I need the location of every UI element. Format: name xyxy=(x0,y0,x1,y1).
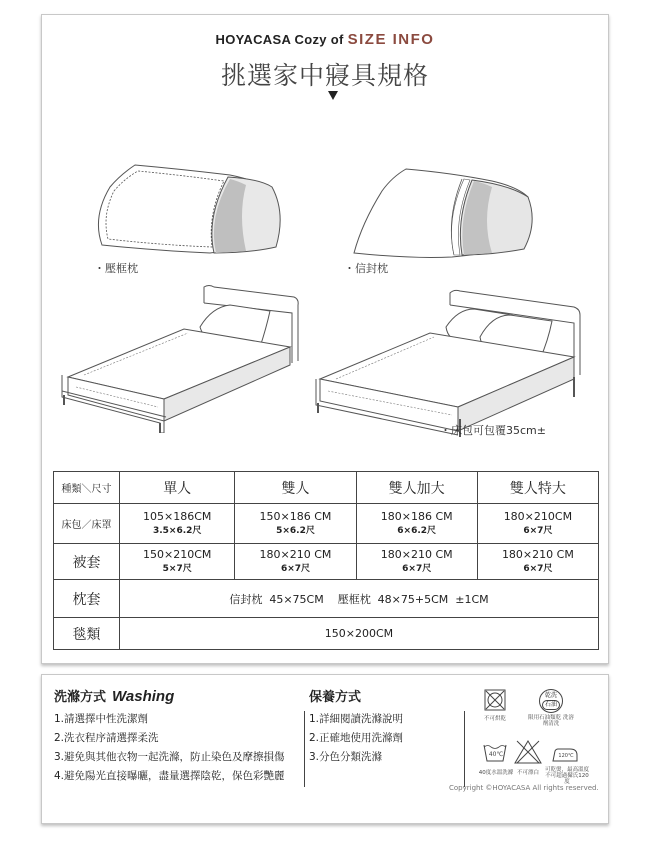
size-table xyxy=(53,471,599,650)
brand-name: HOYACASA Cozy of xyxy=(215,32,344,47)
fitted-sheet-caption: ・床包可包覆35cm± xyxy=(440,424,546,437)
list-item: 1.請選擇中性洗潔劑 xyxy=(54,713,149,725)
cell-size: 180×186 CM xyxy=(380,510,453,523)
brand-title xyxy=(42,31,608,48)
table-cell xyxy=(235,544,356,580)
row-label-pillowcase: 枕套 xyxy=(54,580,120,618)
envelope-pillow-illustration xyxy=(342,163,542,263)
table-cell xyxy=(120,544,235,580)
cell-size: 180×210 CM xyxy=(380,548,453,561)
cell-size-chi: 3.5×6.2尺 xyxy=(152,526,202,536)
cell-size-chi: 5×7尺 xyxy=(162,564,192,574)
no-tumble-dry-icon xyxy=(484,689,506,711)
dry-clean-sub: 石油 xyxy=(542,700,560,710)
washing-title-cn: 洗滌方式 xyxy=(54,690,107,705)
table-cell xyxy=(235,504,356,544)
cell-size: 180×210 CM xyxy=(259,548,332,561)
list-item: 1.詳細閱讀洗滌說明 xyxy=(309,713,404,725)
table-cell xyxy=(356,544,477,580)
cell-size-chi: 6×7尺 xyxy=(523,526,553,536)
table-row xyxy=(54,580,599,618)
no-bleach-caption: 不可漂白 xyxy=(516,770,539,776)
table-row xyxy=(54,618,599,650)
cell-size-chi: 5×6.2尺 xyxy=(276,526,315,536)
list-item: 3.分色分類洗滌 xyxy=(309,751,383,763)
row-label-fitted-sheet: 床包／床罩 xyxy=(54,504,120,544)
table-cell xyxy=(120,504,235,544)
single-bed-illustration xyxy=(54,283,314,433)
cell-size: 150×186 CM xyxy=(259,510,332,523)
washing-title xyxy=(54,686,174,705)
cell-size: 180×210 CM xyxy=(501,548,574,561)
iron-caption: 可乾燙，最高溫度 不可超過攝氏120度 xyxy=(544,767,589,785)
table-header-row xyxy=(54,472,599,504)
care-panel xyxy=(41,674,609,824)
envelope-pillow-caption: ・信封枕 xyxy=(344,262,388,275)
divider xyxy=(304,711,305,787)
no-tumble-dry-caption: 不可烘乾 xyxy=(483,716,506,722)
cell-size-chi: 6×7尺 xyxy=(280,564,311,574)
cell-size-chi: 6×6.2尺 xyxy=(397,526,437,536)
column-header-single: 單人 xyxy=(120,472,235,504)
cell-size-chi: 6×7尺 xyxy=(402,564,432,574)
cell-size: 180×210CM xyxy=(503,510,573,523)
framed-pillow-caption: ・壓框枕 xyxy=(94,262,138,275)
page-title: 挑選家中寢具規格 xyxy=(220,61,429,90)
washing-list xyxy=(54,710,285,786)
table-corner-label: 種類＼尺寸 xyxy=(54,472,120,504)
cell-size: 105×186CM xyxy=(142,510,212,523)
list-item: 2.正確地使用洗滌劑 xyxy=(309,732,404,744)
dry-clean-caption: 限用石油類乾 洗溶劑清洗 xyxy=(528,715,574,727)
cell-size-chi: 6×7尺 xyxy=(523,564,553,574)
wash-temp-label: 40℃ xyxy=(488,751,504,758)
framed-pillow-illustration xyxy=(90,157,290,257)
row-label-duvet: 被套 xyxy=(54,544,120,580)
washing-title-en: Washing xyxy=(112,688,175,705)
table-cell xyxy=(477,504,598,544)
row-label-blanket: 毯類 xyxy=(54,618,120,650)
care-list xyxy=(309,710,403,767)
size-info-title: SIZE INFO xyxy=(347,31,435,48)
size-info-panel xyxy=(41,14,609,664)
dry-clean-label: 乾洗 xyxy=(544,692,557,699)
table-cell xyxy=(356,504,477,544)
table-cell xyxy=(477,544,598,580)
care-title: 保養方式 xyxy=(309,690,362,705)
pillowcase-sizes: 信封枕 45×75CM 壓框枕 48×75+5CM ±1CM xyxy=(120,580,599,618)
list-item: 4.避免陽光直接曝曬，盡量選擇陰乾，保色彩艷麗 xyxy=(54,770,285,782)
double-bed-illustration xyxy=(312,287,602,437)
divider xyxy=(464,711,465,787)
wash-temp-caption: 40度水溫洗滌 xyxy=(478,770,514,776)
column-header-king: 雙人特大 xyxy=(477,472,598,504)
column-header-queen: 雙人加大 xyxy=(356,472,477,504)
list-item: 3.避免與其他衣物一起洗滌，防止染色及摩擦損傷 xyxy=(54,751,285,763)
copyright: Copyright ©HOYACASA All rights reserved. xyxy=(449,784,599,792)
blanket-size: 150×200CM xyxy=(120,618,599,650)
dry-clean-icon xyxy=(539,689,563,713)
column-header-double: 雙人 xyxy=(235,472,356,504)
no-bleach-icon xyxy=(513,739,543,765)
cell-size: 150×210CM xyxy=(142,548,212,561)
list-item: 2.洗衣程序請選擇柔洗 xyxy=(54,732,159,744)
table-row xyxy=(54,544,599,580)
table-row xyxy=(54,504,599,544)
iron-temp-label: 120℃ xyxy=(558,753,574,759)
arrow-down-icon xyxy=(328,91,338,100)
